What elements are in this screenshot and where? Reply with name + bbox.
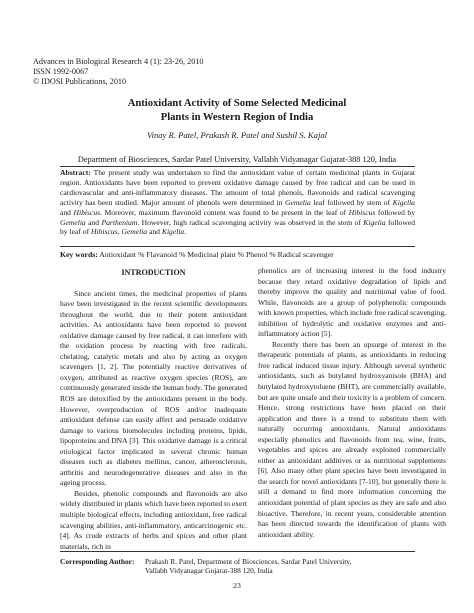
paragraph: Besides, phenolic compounds and flavonoids are also widely distributed in plants which have been reported to exert multiple biological effects, including antioxidant, free radical scavenging abilities, anti-inflammatory, anticarcinogenic etc. [4]. As crude extracts of herbs and spices and other plant materials, rich in	[60, 488, 247, 551]
abstract-text: . However, high radical scavenging activity was observed in the stem of	[137, 217, 364, 227]
paper-title	[40, 97, 434, 124]
introduction-heading: INTRODUCTION	[121, 268, 186, 277]
abstract-italic: Kigelia	[161, 227, 185, 237]
page-number: 23	[233, 581, 241, 590]
journal-header	[33, 57, 204, 88]
authors: Vinay R. Patel, Prakash R. Patel and Sushil S. Kajal	[146, 130, 328, 140]
abstract-text: and	[60, 207, 74, 217]
footer-divider	[60, 551, 415, 552]
journal-citation: Advances in Biological Research 4 (1): 23-26, 2010	[33, 57, 204, 66]
abstract-text: . Moreover, maximum flavonoid content was found to be present in the leaf of	[100, 207, 349, 217]
abstract-text: followed by	[375, 207, 415, 217]
left-column	[60, 266, 247, 552]
title-line-1: Antioxidant Activity of Some Selected Medicinal	[127, 98, 347, 109]
keywords-label: Key words:	[60, 250, 98, 259]
corresponding-author-line-1: Prakash R. Patel, Department of Biosciences, Sardar Patel University,	[145, 557, 352, 566]
abstract-text: followed by leaf of	[60, 217, 415, 237]
corresponding-author-label: Corresponding Author:	[60, 557, 135, 566]
title-line-2: Plants in Western Region of India	[160, 111, 314, 123]
abstract-italic: Kigelia	[363, 217, 386, 227]
abstract-italic: Parthenium	[101, 217, 138, 227]
right-column	[258, 266, 446, 540]
abstract-text: The present study was undertaken to find the antioxidant value of certain medicinal plants in Gujarat region. Antioxidants have been reported to prevent oxidative damage caused by free radical and can be used in cardiovascular and anti-inflammatory diseases. The amount of total phenols, flavonoids and radical scavenging activity has been studied. Major amount of phenols were determined in	[60, 168, 415, 207]
divider-top	[60, 166, 415, 167]
abstract-label: Abstract:	[60, 168, 91, 177]
keywords	[60, 250, 415, 259]
divider-middle	[60, 246, 415, 247]
paragraph: phenolics are of increasing interest in the food industry because they retard oxidative degradation of lipids and thereby improve the quality and nutritional value of food. While, flavonoids are a group of polyphenolic compounds with known properties, which include free radical scavenging, inhibition of hydrolytic and oxidative enzymes and anti-inflammatory action [5].	[258, 266, 446, 339]
corresponding-author-line-2: Vallabh Vidyanagar Gujarat-388 120, India	[145, 566, 273, 576]
abstract-italic: Kigella	[392, 197, 415, 207]
abstract-italic: Hibiscus	[348, 207, 376, 217]
issn: ISSN 1992-0067	[33, 67, 89, 77]
abstract-italic: Gemelia	[60, 217, 86, 227]
abstract-italic: Gemelia	[285, 197, 311, 207]
abstract-text: and	[147, 227, 162, 237]
abstract-italic: Hibiscus	[73, 207, 101, 217]
keywords-text: Antioxidant % Flavanoid % Medicinal plant % Phenol % Radical scavenger	[99, 250, 334, 259]
abstract-text: and	[85, 217, 102, 227]
abstract-text: leaf followed by stem of	[310, 197, 393, 207]
paragraph: Since ancient times, the medicinal properties of plants have been investigated in the recent scientific developments throughout the world, due to their potent antioxidant activities. As antioxidants have been reported to prevent oxidative damage caused by free radical, it can interfere with the oxidation process by reacting with free radicals, chelating, catalytic metals and also by acting as oxygen scavengers [1, 2]. The potentially reactive derivatives of oxygen, attributed as reactive oxygen species (ROS), are continuously generated inside the human body. The generated ROS are detoxified by the antioxidants present in the body. However, overproduction of ROS and/or inadequate antioxidant defense can easily affect and persuade oxidative damage to various biomolecules including proteins, lipids, lipoproteins and DNA [3]. This oxidative damage is a critical etiological factor implicated in several chronic human diseases such as diabetes mellitus, cancer, atherosclerosis, arthritis and neurodegenerative diseases and also in the ageing process.	[60, 288, 247, 488]
abstract-italic: Hibiscus, Gemelia	[91, 227, 148, 237]
paragraph: Recently there has been an upsurge of interest in the therapeutic potentials of plants, as antioxidants in reducing free radical induced tissue injury. Although several synthetic antioxidants, such as butylated hydroxyanisole (BHA) and butylated hydroxytoluene (BHT), are commercially available, but are quite unsafe and their toxicity is a problem of concern. Hence, strong restrictions have been placed on their application and there is a trend to substitute them with naturally occurring antioxidants. Natural antioxidants especially phenolics and flavonoids from tea, wine, fruits, vegetables and spices are already exploited commercially either as antioxidant additives or as nutritional supplements [6]. Also many other plant species have been investigated in the search for novel antioxidants [7-10], but generally there is still a demand to find more information concerning the antioxidant potential of plant species as they are safe and also bioactive. Therefore, in recent years, considerable attention has been directed towards the identification of plants with antioxidant ability.	[258, 339, 446, 539]
affiliation: Department of Biosciences, Sardar Patel University, Vallabh Vidyanagar Gujarat-388 120, India	[77, 155, 397, 164]
copyright: © IDOSI Publications, 2010	[33, 77, 127, 87]
corresponding-author	[60, 557, 351, 575]
abstract-text: .	[184, 227, 187, 237]
abstract	[60, 168, 415, 237]
